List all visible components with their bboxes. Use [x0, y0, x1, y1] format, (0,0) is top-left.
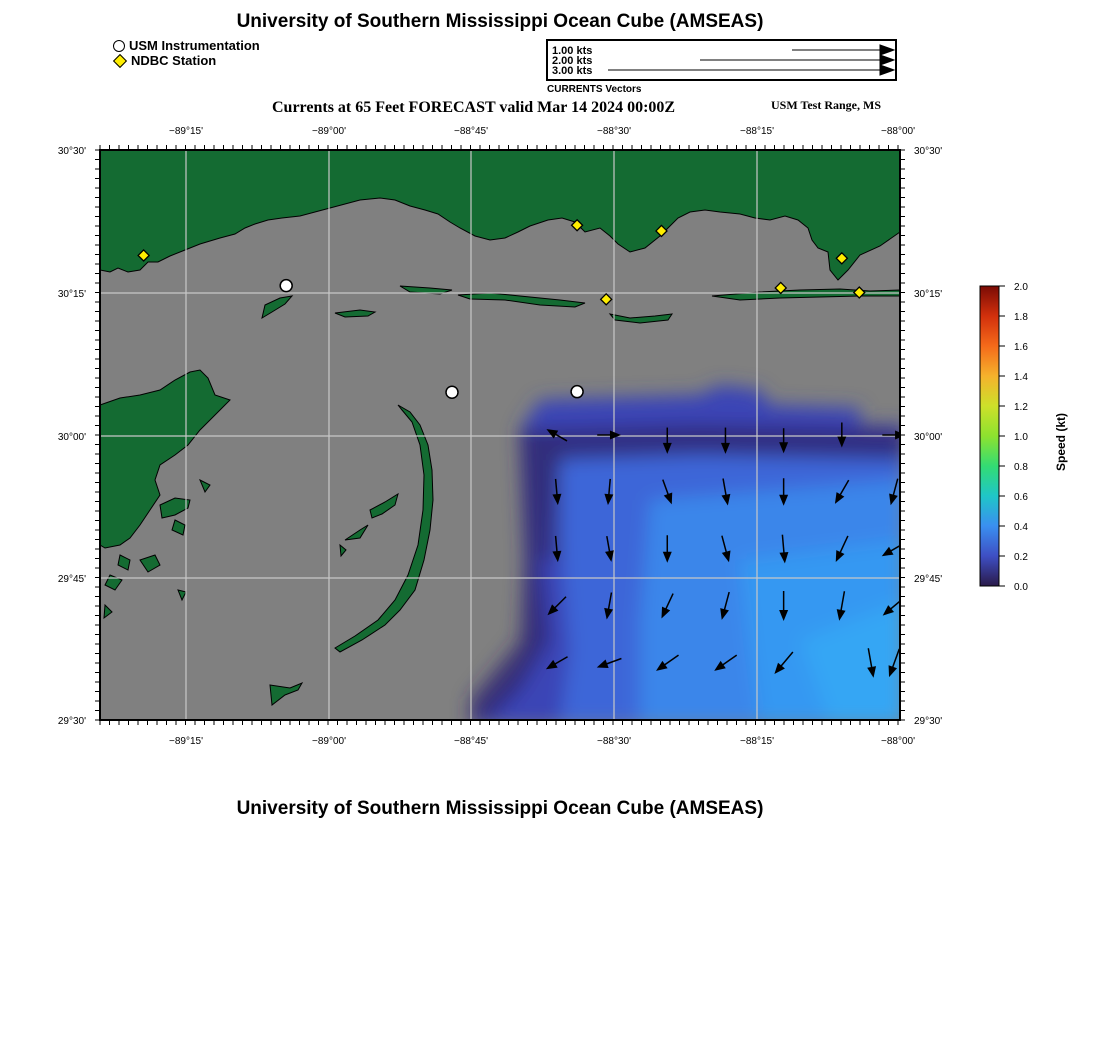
lat-labels-right — [914, 146, 942, 727]
lon-label-top: −89°00' — [312, 126, 346, 137]
map-subtitle: Currents at 65 Feet FORECAST valid Mar 14 2024 00:00Z — [272, 99, 676, 116]
lat-labels-left — [58, 146, 86, 727]
lon-labels-top — [169, 126, 915, 137]
lat-label-right: 30°00' — [914, 432, 943, 443]
lon-label-top: −88°00' — [881, 126, 915, 137]
lat-label-right: 29°45' — [914, 574, 943, 585]
colorbar-tick-label: 1.6 — [1014, 342, 1028, 353]
lon-label-bottom: −89°15' — [169, 736, 203, 747]
lat-label-left: 30°30' — [57, 146, 86, 157]
vector-legend-caption: CURRENTS Vectors — [547, 84, 642, 95]
lon-labels-bottom — [169, 736, 915, 747]
speed-colorbar — [980, 282, 1028, 593]
colorbar-tick-label: 1.8 — [1014, 312, 1028, 323]
lat-label-right: 29°30' — [914, 716, 943, 727]
colorbar-tick-label: 0.4 — [1014, 522, 1028, 533]
lat-label-right: 30°30' — [914, 146, 943, 157]
vector-scale-label-1: 1.00 kts — [552, 45, 593, 57]
lon-label-top: −89°15' — [169, 126, 203, 137]
vector-scale-label-2: 2.00 kts — [552, 55, 593, 67]
lat-label-left: 29°30' — [57, 716, 86, 727]
lon-label-bottom: −89°00' — [312, 736, 346, 747]
lon-label-bottom: −88°00' — [881, 736, 915, 747]
lat-label-left: 30°00' — [57, 432, 86, 443]
lon-label-top: −88°30' — [597, 126, 631, 137]
colorbar-tick-label: 1.0 — [1014, 432, 1028, 443]
colorbar-tick-label: 0.2 — [1014, 552, 1028, 563]
colorbar-ramp — [980, 286, 999, 586]
usm-instrument-marker — [446, 386, 458, 398]
lat-label-left: 29°45' — [57, 574, 86, 585]
figure-title-footer: University of Southern Mississippi Ocean Cube (AMSEAS) — [236, 798, 764, 819]
vector-scale-label-3: 3.00 kts — [552, 65, 593, 77]
colorbar-tick-label: 0.8 — [1014, 462, 1028, 473]
lon-label-top: −88°15' — [740, 126, 774, 137]
colorbar-tick-label: 1.2 — [1014, 402, 1028, 413]
lon-label-bottom: −88°30' — [597, 736, 631, 747]
lat-label-right: 30°15' — [914, 289, 943, 300]
legend-usm-label: USM Instrumentation — [129, 38, 260, 53]
figure-title: University of Southern Mississippi Ocean Cube (AMSEAS) — [236, 11, 764, 32]
usm-instrument-marker — [280, 280, 292, 292]
colorbar-tick-label: 0.0 — [1014, 582, 1028, 593]
colorbar-tick-label: 2.0 — [1014, 282, 1028, 293]
colorbar-title: Speed (kt) — [1054, 412, 1069, 472]
lon-label-bottom: −88°45' — [454, 736, 488, 747]
colorbar-tick-label: 0.6 — [1014, 492, 1028, 503]
usm-instrument-marker — [571, 386, 583, 398]
lat-label-left: 30°15' — [57, 289, 86, 300]
lon-label-top: −88°45' — [454, 126, 488, 137]
region-label: USM Test Range, MS — [771, 98, 882, 112]
lon-label-bottom: −88°15' — [740, 736, 774, 747]
legend-ndbc-label: NDBC Station — [131, 53, 217, 68]
colorbar-tick-label: 1.4 — [1014, 372, 1028, 383]
